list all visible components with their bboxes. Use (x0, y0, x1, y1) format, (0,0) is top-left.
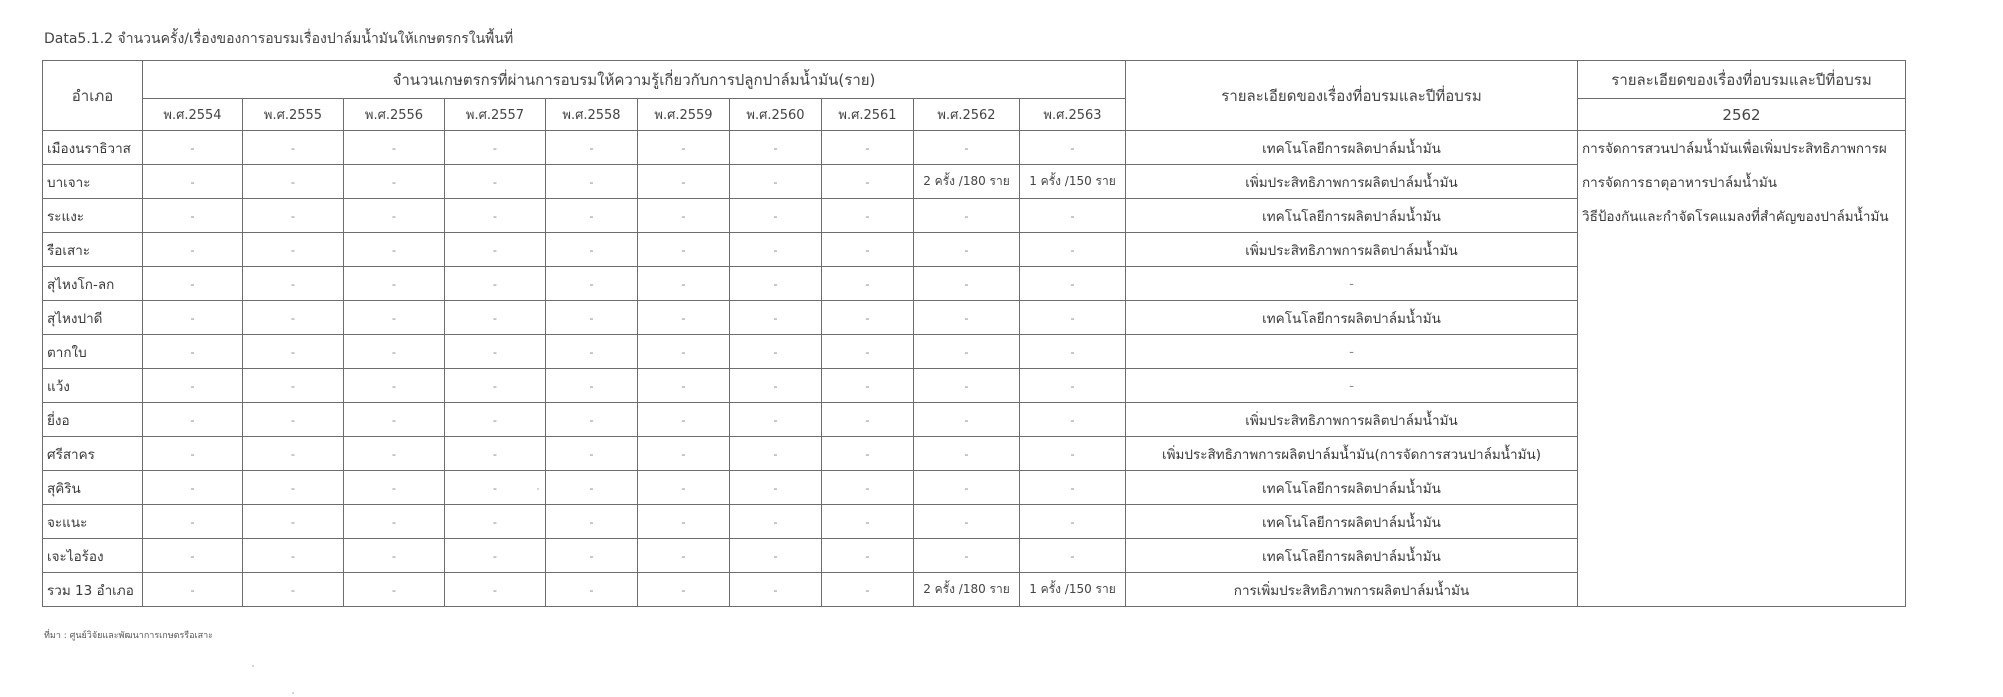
detail-cell: เทคโนโลยีการผลิตปาล์มน้ำมัน (1126, 199, 1578, 233)
year-value-cell: - (243, 437, 344, 471)
table-header (43, 61, 1906, 131)
year-value-cell: - (914, 437, 1020, 471)
year-value-cell: - (143, 199, 243, 233)
year-value-cell: - (546, 165, 638, 199)
year-value-cell: - (143, 233, 243, 267)
detail-2562-cell (1578, 301, 1906, 335)
table-row (43, 165, 1906, 199)
year-value-cell: - (638, 505, 730, 539)
year-value-cell: - (243, 131, 344, 165)
year-value-cell: - (344, 539, 445, 573)
page-title: Data5.1.2 จำนวนครั้ง/เรื่องของการอบรมเรื่องปาล์มน้ำมันให้เกษตรกรในพื้นที่ (44, 31, 514, 47)
detail-cell: - (1126, 369, 1578, 403)
year-value-cell: - (1020, 471, 1126, 505)
table-row (43, 131, 1906, 165)
detail-2562-cell (1578, 437, 1906, 471)
district-cell: ระแงะ (43, 199, 143, 233)
year-value-cell: - (822, 301, 914, 335)
district-cell: แว้ง (43, 369, 143, 403)
table-row (43, 301, 1906, 335)
detail-cell: เทคโนโลยีการผลิตปาล์มน้ำมัน (1126, 131, 1578, 165)
year-value-cell: - (822, 573, 914, 607)
year-value-cell: - (344, 573, 445, 607)
year-value-cell: - (730, 131, 822, 165)
year-value-cell: - (638, 301, 730, 335)
year-value-cell: - (914, 369, 1020, 403)
detail-cell: - (1126, 267, 1578, 301)
year-value-cell: - (243, 199, 344, 233)
year-value-cell: - (730, 165, 822, 199)
year-value-cell: - (730, 301, 822, 335)
year-value-cell: - (1020, 437, 1126, 471)
detail-cell: เทคโนโลยีการผลิตปาล์มน้ำมัน (1126, 301, 1578, 335)
year-value-cell: - (344, 165, 445, 199)
table-row (43, 199, 1906, 233)
year-value-cell: - (445, 335, 546, 369)
year-value-cell: - (143, 471, 243, 505)
year-value-cell: - (546, 131, 638, 165)
year-value-cell: - (822, 131, 914, 165)
year-value-cell: - (143, 131, 243, 165)
detail-2562-cell: การจัดการสวนปาล์มน้ำมันเพื่อเพิ่มประสิทธิภาพการผ (1578, 131, 1906, 165)
scan-speck (252, 665, 254, 667)
year-value-cell: - (730, 573, 822, 607)
table-row (43, 437, 1906, 471)
detail-cell: เทคโนโลยีการผลิตปาล์มน้ำมัน (1126, 471, 1578, 505)
year-value-cell: - (1020, 233, 1126, 267)
year-value-cell: - (1020, 199, 1126, 233)
year-value-cell: - (143, 301, 243, 335)
year-value-cell: - (445, 233, 546, 267)
year-value-cell: - (822, 369, 914, 403)
year-value-cell: - (914, 199, 1020, 233)
year-value-cell: - (822, 335, 914, 369)
year-value-cell: - (638, 573, 730, 607)
year-value-cell: - (243, 165, 344, 199)
year-value-cell: 2 ครั้ง /180 ราย (914, 573, 1020, 607)
year-value-cell: - (243, 233, 344, 267)
year-value-cell: - (822, 505, 914, 539)
year-value-cell: - (914, 471, 1020, 505)
year-header: พ.ศ.2558 (546, 99, 638, 131)
year-value-cell: - (638, 369, 730, 403)
year-value-cell: - (730, 233, 822, 267)
year-value-cell: - (445, 369, 546, 403)
table-row (43, 369, 1906, 403)
detail-2562-cell (1578, 505, 1906, 539)
year-value-cell: - (638, 165, 730, 199)
year-value-cell: - (243, 301, 344, 335)
year-value-cell: - (445, 301, 546, 335)
detail-2562-cell (1578, 403, 1906, 437)
detail-cell: การเพิ่มประสิทธิภาพการผลิตปาล์มน้ำมัน (1126, 573, 1578, 607)
source-note: ที่มา : ศูนย์วิจัยและพัฒนาการเกษตรรือเสาะ (44, 631, 214, 641)
year-value-cell: - (638, 199, 730, 233)
year-value-cell: - (914, 301, 1020, 335)
year-value-cell: - (914, 131, 1020, 165)
table-row (43, 539, 1906, 573)
year-value-cell: - (638, 233, 730, 267)
year-value-cell: - (243, 505, 344, 539)
table-row (43, 335, 1906, 369)
year-value-cell: - (445, 131, 546, 165)
year-value-cell: - (546, 437, 638, 471)
year-value-cell: - (638, 131, 730, 165)
detail-cell: เทคโนโลยีการผลิตปาล์มน้ำมัน (1126, 505, 1578, 539)
year-header: พ.ศ.2562 (914, 99, 1020, 131)
year-value-cell: - (730, 403, 822, 437)
year-value-cell: - (730, 199, 822, 233)
year-header: พ.ศ.2563 (1020, 99, 1126, 131)
year-value-cell: - (1020, 369, 1126, 403)
year-value-cell: - (546, 369, 638, 403)
detail-2562-cell: การจัดการธาตุอาหารปาล์มน้ำมัน (1578, 165, 1906, 199)
year-value-cell: - (344, 131, 445, 165)
year-value-cell: - (638, 335, 730, 369)
detail-2562-header-line1: รายละเอียดของเรื่องที่อบรมและปีที่อบรม (1578, 61, 1906, 99)
year-value-cell: - (243, 369, 344, 403)
year-value-cell: - (914, 335, 1020, 369)
year-value-cell: - (143, 573, 243, 607)
year-header: พ.ศ.2559 (638, 99, 730, 131)
detail-2562-cell (1578, 573, 1906, 607)
year-value-cell: - (243, 267, 344, 301)
year-header: พ.ศ.2561 (822, 99, 914, 131)
year-value-cell: - (730, 437, 822, 471)
year-value-cell: - (344, 301, 445, 335)
year-value-cell: - (1020, 335, 1126, 369)
year-value-cell: - (344, 403, 445, 437)
year-value-cell: - (730, 335, 822, 369)
detail-2562-cell (1578, 335, 1906, 369)
year-value-cell: - (1020, 539, 1126, 573)
detail-2562-header-line2: 2562 (1578, 99, 1906, 131)
district-cell: ศรีสาคร (43, 437, 143, 471)
year-value-cell: - (344, 233, 445, 267)
year-value-cell: - (143, 335, 243, 369)
district-cell: สุคิริน (43, 471, 143, 505)
detail-2562-cell (1578, 369, 1906, 403)
year-value-cell: - (730, 471, 822, 505)
year-header: พ.ศ.2556 (344, 99, 445, 131)
year-value-cell: - (1020, 301, 1126, 335)
year-value-cell: - (730, 267, 822, 301)
year-value-cell: - (638, 403, 730, 437)
year-value-cell: - (638, 267, 730, 301)
detail-cell: เทคโนโลยีการผลิตปาล์มน้ำมัน (1126, 539, 1578, 573)
district-cell: ตากใบ (43, 335, 143, 369)
year-value-cell: - (344, 471, 445, 505)
year-value-cell: - (822, 539, 914, 573)
year-value-cell: - (445, 403, 546, 437)
year-value-cell: - (243, 539, 344, 573)
year-value-cell: - (143, 165, 243, 199)
district-cell: ยี่งอ (43, 403, 143, 437)
year-value-cell: 2 ครั้ง /180 ราย (914, 165, 1020, 199)
year-value-cell: - (344, 199, 445, 233)
year-value-cell: - (822, 437, 914, 471)
detail-2562-cell (1578, 539, 1906, 573)
table-row (43, 267, 1906, 301)
year-value-cell: - (822, 199, 914, 233)
table-row (43, 471, 1906, 505)
year-value-cell: - (546, 471, 638, 505)
year-value-cell: - (1020, 403, 1126, 437)
district-header: อำเภอ (43, 61, 143, 131)
year-value-cell: - (822, 267, 914, 301)
district-cell: รวม 13 อำเภอ (43, 573, 143, 607)
year-value-cell: - (914, 267, 1020, 301)
year-value-cell: - (1020, 131, 1126, 165)
table-row (43, 233, 1906, 267)
year-header: พ.ศ.2557 (445, 99, 546, 131)
table-row (43, 403, 1906, 437)
year-value-cell: - (546, 573, 638, 607)
year-value-cell: - (344, 505, 445, 539)
scan-speck (292, 692, 294, 694)
year-value-cell: - (445, 165, 546, 199)
year-value-cell: - (344, 335, 445, 369)
district-cell: สุไหงปาดี (43, 301, 143, 335)
detail-2562-cell (1578, 471, 1906, 505)
district-cell: เมืองนราธิวาส (43, 131, 143, 165)
year-value-cell: - (344, 369, 445, 403)
detail-cell: เพิ่มประสิทธิภาพการผลิตปาล์มน้ำมัน (1126, 403, 1578, 437)
year-value-cell: - (638, 539, 730, 573)
year-header: พ.ศ.2555 (243, 99, 344, 131)
year-value-cell: - (143, 267, 243, 301)
district-cell: จะแนะ (43, 505, 143, 539)
detail-cell: เพิ่มประสิทธิภาพการผลิตปาล์มน้ำมัน (1126, 165, 1578, 199)
detail-cell: เพิ่มประสิทธิภาพการผลิตปาล์มน้ำมัน (1126, 233, 1578, 267)
district-cell: บาเจาะ (43, 165, 143, 199)
district-cell: รือเสาะ (43, 233, 143, 267)
detail-2562-cell (1578, 233, 1906, 267)
year-header: พ.ศ.2554 (143, 99, 243, 131)
year-value-cell: - (822, 403, 914, 437)
scan-speck (537, 488, 539, 490)
year-value-cell: - (445, 437, 546, 471)
year-value-cell: - (546, 233, 638, 267)
year-value-cell: - (243, 471, 344, 505)
year-value-cell: - (445, 471, 546, 505)
year-value-cell: - (822, 471, 914, 505)
table-row (43, 573, 1906, 607)
year-value-cell: - (546, 539, 638, 573)
year-value-cell: - (730, 369, 822, 403)
year-value-cell: 1 ครั้ง /150 ราย (1020, 573, 1126, 607)
district-cell: เจะไอร้อง (43, 539, 143, 573)
year-value-cell: - (914, 403, 1020, 437)
year-value-cell: - (445, 573, 546, 607)
year-value-cell: - (445, 267, 546, 301)
detail-header: รายละเอียดของเรื่องที่อบรมและปีที่อบรม (1126, 61, 1578, 131)
year-value-cell: - (143, 437, 243, 471)
year-value-cell: - (1020, 267, 1126, 301)
year-value-cell: - (546, 199, 638, 233)
year-value-cell: - (143, 369, 243, 403)
year-value-cell: - (445, 505, 546, 539)
year-value-cell: - (344, 437, 445, 471)
year-value-cell: - (546, 505, 638, 539)
detail-2562-cell (1578, 267, 1906, 301)
year-value-cell: - (243, 403, 344, 437)
year-value-cell: - (638, 471, 730, 505)
detail-cell: - (1126, 335, 1578, 369)
year-value-cell: - (546, 335, 638, 369)
year-value-cell: - (243, 573, 344, 607)
year-value-cell: - (914, 233, 1020, 267)
farmers-group-header: จำนวนเกษตรกรที่ผ่านการอบรมให้ความรู้เกี่ยวกับการปลูกปาล์มน้ำมัน(ราย) (143, 61, 1126, 99)
year-value-cell: - (143, 505, 243, 539)
year-value-cell: - (143, 539, 243, 573)
detail-2562-cell: วิธีป้องกันและกำจัดโรคแมลงที่สำคัญของปาล์มน้ำมัน (1578, 199, 1906, 233)
year-value-cell: - (730, 539, 822, 573)
table-row (43, 505, 1906, 539)
year-value-cell: - (638, 437, 730, 471)
year-value-cell: - (914, 505, 1020, 539)
year-value-cell: - (243, 335, 344, 369)
table-body (43, 131, 1906, 607)
year-header: พ.ศ.2560 (730, 99, 822, 131)
year-value-cell: - (822, 233, 914, 267)
year-value-cell: - (546, 403, 638, 437)
training-table (42, 60, 1906, 607)
year-value-cell: - (546, 301, 638, 335)
year-value-cell: 1 ครั้ง /150 ราย (1020, 165, 1126, 199)
year-value-cell: - (445, 539, 546, 573)
year-value-cell: - (546, 267, 638, 301)
year-value-cell: - (143, 403, 243, 437)
year-value-cell: - (344, 267, 445, 301)
year-value-cell: - (822, 165, 914, 199)
detail-cell: เพิ่มประสิทธิภาพการผลิตปาล์มน้ำมัน(การจัดการสวนปาล์มน้ำมัน) (1126, 437, 1578, 471)
year-value-cell: - (1020, 505, 1126, 539)
district-cell: สุไหงโก-ลก (43, 267, 143, 301)
year-value-cell: - (914, 539, 1020, 573)
year-value-cell: - (730, 505, 822, 539)
year-value-cell: - (445, 199, 546, 233)
